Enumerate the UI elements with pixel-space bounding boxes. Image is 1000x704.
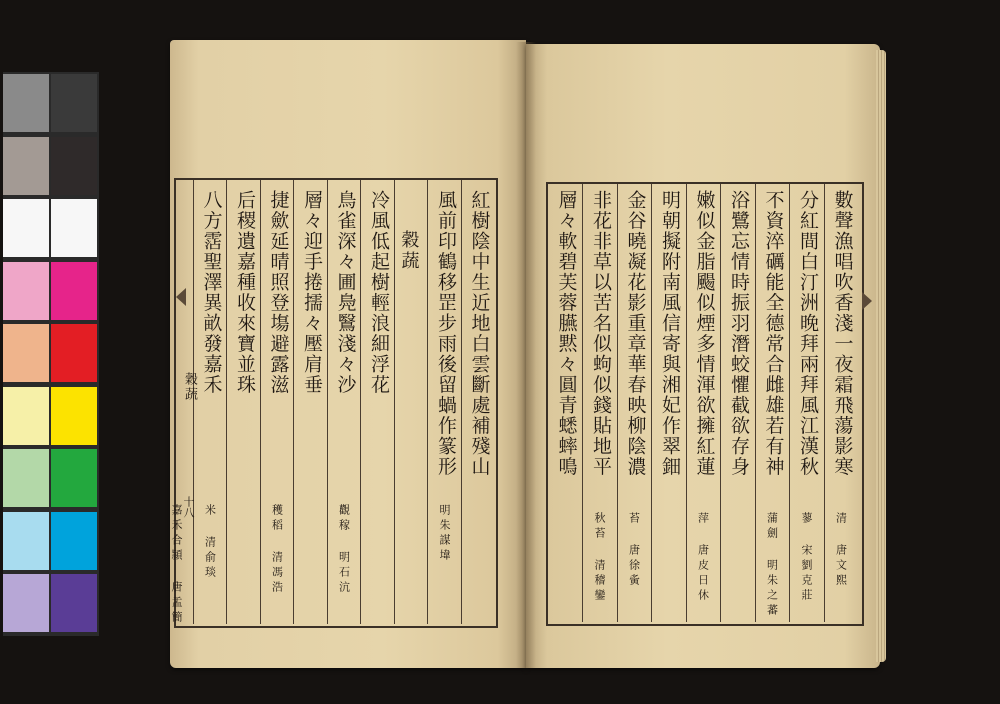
poem-line: 捷歛延晴照登塲避露滋	[267, 190, 290, 395]
poem-attribution: 秋苔 清稽鑾	[593, 512, 606, 604]
poem-line: 鳥雀深々圃鳧鷖淺々沙	[334, 190, 357, 395]
calibration-swatch	[3, 137, 49, 195]
column-rule	[686, 184, 687, 622]
page-number: 十八	[182, 496, 195, 518]
poem-line: 明朝擬附南風信寄與湘妃作翠鈿	[659, 190, 681, 477]
column-rule	[582, 184, 583, 622]
poem-line: 分紅間白汀洲晚拜兩拜風江漢秋	[797, 190, 819, 477]
column-rule	[394, 180, 395, 624]
poem-attribution: 蓼 宋劉克莊	[800, 512, 813, 604]
column-rule	[720, 184, 721, 622]
calibration-swatch	[51, 324, 97, 382]
column-rule	[427, 180, 428, 624]
calibration-swatch	[51, 449, 97, 507]
poem-line: 風前印鶴移罡步雨後留蝸作篆形	[435, 190, 457, 477]
calibration-swatch	[3, 262, 49, 320]
column-rule	[651, 184, 652, 622]
calibration-swatch	[3, 74, 49, 132]
column-rule	[260, 180, 261, 624]
calibration-swatch	[3, 574, 49, 632]
poem-attribution: 萍 唐皮日休	[696, 512, 710, 604]
poem-attribution: 蒲劍 明朱之蕃	[765, 512, 779, 619]
column-rule	[226, 180, 227, 624]
calibration-swatch	[51, 512, 97, 570]
calibration-swatch	[51, 387, 97, 445]
calibration-swatch	[51, 199, 97, 257]
poem-line: 層々迎手捲擩々壓肩垂	[301, 190, 323, 395]
poem-line: 紅樹陰中生近地白雲斷處補殘山	[468, 190, 491, 477]
calibration-swatch	[3, 199, 49, 257]
poem-attribution: 米 清俞琰	[203, 504, 217, 581]
column-rule	[789, 184, 790, 622]
color-calibration-strip	[3, 72, 99, 636]
column-rule	[617, 184, 618, 622]
column-rule	[461, 180, 462, 624]
poem-line: 八方霑聖澤異畝發嘉禾	[200, 190, 223, 395]
poem-line: 數聲漁唱吹香淺一夜霜飛蕩影寒	[831, 190, 854, 477]
poem-line: 后稷遺嘉種收來寶並珠	[234, 190, 256, 395]
column-rule	[327, 180, 328, 624]
book-gutter	[516, 42, 536, 668]
poem-line: 嫩似金脂颺似煙多情渾欲擁紅蓮	[693, 190, 716, 477]
column-rule	[193, 180, 194, 624]
calibration-swatch	[51, 574, 97, 632]
poem-line: 金谷曉凝花影重章華春映柳陰濃	[624, 190, 647, 477]
page-edges	[876, 50, 886, 662]
poem-attribution: 觀稼 明石沆	[337, 504, 351, 596]
poem-line: 層々軟碧芙蓉臙黙々圓青蟋蟀鳴	[555, 190, 578, 477]
calibration-swatch	[51, 74, 97, 132]
calibration-swatch	[3, 324, 49, 382]
poem-line: 非花非草以苦名似蚼似錢貼地平	[590, 190, 612, 477]
column-rule	[755, 184, 756, 622]
column-rule	[360, 180, 361, 624]
poem-attribution: 明朱謀㙔	[438, 504, 451, 564]
poem-line: 浴鷺忘情時振羽潛蛟懼截欲存身	[728, 190, 750, 477]
section-title: 穀蔬	[398, 230, 420, 272]
margin-label: 穀蔬	[182, 372, 197, 402]
calibration-swatch	[3, 387, 49, 445]
calibration-swatch	[3, 512, 49, 570]
poem-attribution: 穫稻 清馮浩	[270, 504, 284, 596]
poem-attribution: 苔 唐徐夤	[627, 512, 641, 589]
calibration-swatch	[51, 137, 97, 195]
poem-attribution: 清 唐文熙	[834, 512, 848, 589]
column-rule	[293, 180, 294, 624]
calibration-swatch	[51, 262, 97, 320]
calibration-swatch	[3, 449, 49, 507]
column-rule	[824, 184, 825, 622]
poem-attribution: 嘉禾合頴 唐孟簡	[170, 504, 183, 626]
poem-line: 冷風低起樹輕浪細浮花	[368, 190, 390, 395]
poem-line: 不資淬礪能全德常合雌雄若有神	[762, 190, 785, 477]
